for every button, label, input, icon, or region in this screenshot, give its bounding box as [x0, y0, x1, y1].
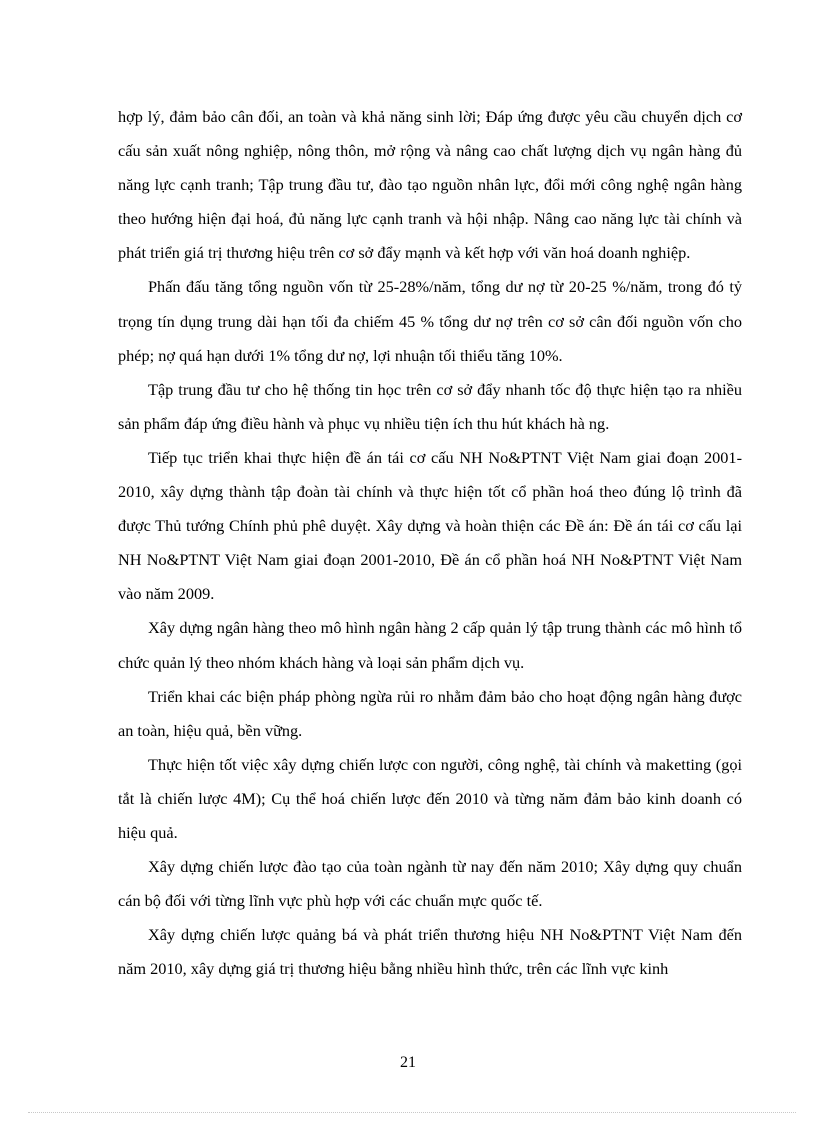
paragraph-bank-model: Xây dựng ngân hàng theo mô hình ngân hàng 2 cấp quản lý tập trung thành các mô hình tổ chức quản lý theo nhóm khách hàng và loại sản phẩm dịch vụ.	[118, 618, 742, 672]
paragraph-risk-prevention: Triển khai các biện pháp phòng ngừa rủi ro nhằm đảm bảo cho hoạt động ngân hàng được an toàn, hiệu quả, bền vững.	[118, 686, 742, 740]
paragraph-it-investment: Tập trung đầu tư cho hệ thống tin học trên cơ sở đẩy nhanh tốc độ thực hiện tạo ra nhiều sản phẩm đáp ứng điều hành và phục vụ nhiều tiện ích thu hút khách hà ng.	[118, 379, 742, 433]
page-number: 21	[400, 1054, 416, 1071]
paragraph-training-strategy: Xây dựng chiến lược đào tạo của toàn ngành từ nay đến năm 2010; Xây dựng quy chuẩn cán bộ đối với từng lĩnh vực phù hợp với các chuẩn mực quốc tế.	[118, 857, 742, 911]
paragraph-restructuring: Tiếp tục triển khai thực hiện đề án tái cơ cấu NH No&PTNT Việt Nam giai đoạn 2001- 2010, xây dựng thành tập đoàn tài chính và thực hiện tốt cổ phần hoá theo đúng lộ trình đã được Thủ tướng Chính phủ phê duyệt. Xây dựng và hoàn thiện các Đề án: Đề án tái cơ cấu lại NH No&PTNT Việt Nam giai đoạn 2001-2010, Đề án cổ phần hoá NH No&PTNT Việt Nam vào năm 2009.	[118, 447, 742, 604]
paragraph-continuation: hợp lý, đảm bảo cân đối, an toàn và khả năng sinh lời; Đáp ứng được yêu cầu chuyển dịch cơ cấu sản xuất nông nghiệp, nông thôn, mở rộng và nâng cao chất lượng dịch vụ ngân hàng đủ năng lực cạnh tranh; Tập trung đầu tư, đào tạo nguồn nhân lực, đổi mới công nghệ ngân hàng theo hướng hiện đại hoá, đủ năng lực cạnh tranh và hội nhập. Nâng cao năng lực tài chính và phát triển giá trị thương hiệu trên cơ sở đẩy mạnh và kết hợp với văn hoá doanh nghiệp.	[118, 107, 742, 263]
page-bottom-divider	[28, 1112, 796, 1113]
paragraph-4m-strategy: Thực hiện tốt việc xây dựng chiến lược con người, công nghệ, tài chính và maketting (gọi tắt là chiến lược 4M); Cụ thể hoá chiến lược đến 2010 và từng năm đảm bảo kinh doanh có hiệu quả.	[118, 754, 742, 842]
document-body	[118, 100, 742, 986]
paragraph-capital-target: Phấn đấu tăng tổng nguồn vốn từ 25-28%/năm, tổng dư nợ từ 20-25 %/năm, trong đó tỷ trọng tín dụng trung dài hạn tối đa chiếm 45 % tổng dư nợ trên cơ sở cân đối nguồn vốn cho phép; nợ quá hạn dưới 1% tổng dư nợ, lợi nhuận tối thiểu tăng 10%.	[118, 277, 742, 365]
paragraph-brand-strategy: Xây dựng chiến lược quảng bá và phát triển thương hiệu NH No&PTNT Việt Nam đến năm 2010, xây dựng giá trị thương hiệu bằng nhiều hình thức, trên các lĩnh vực kinh	[118, 925, 742, 979]
